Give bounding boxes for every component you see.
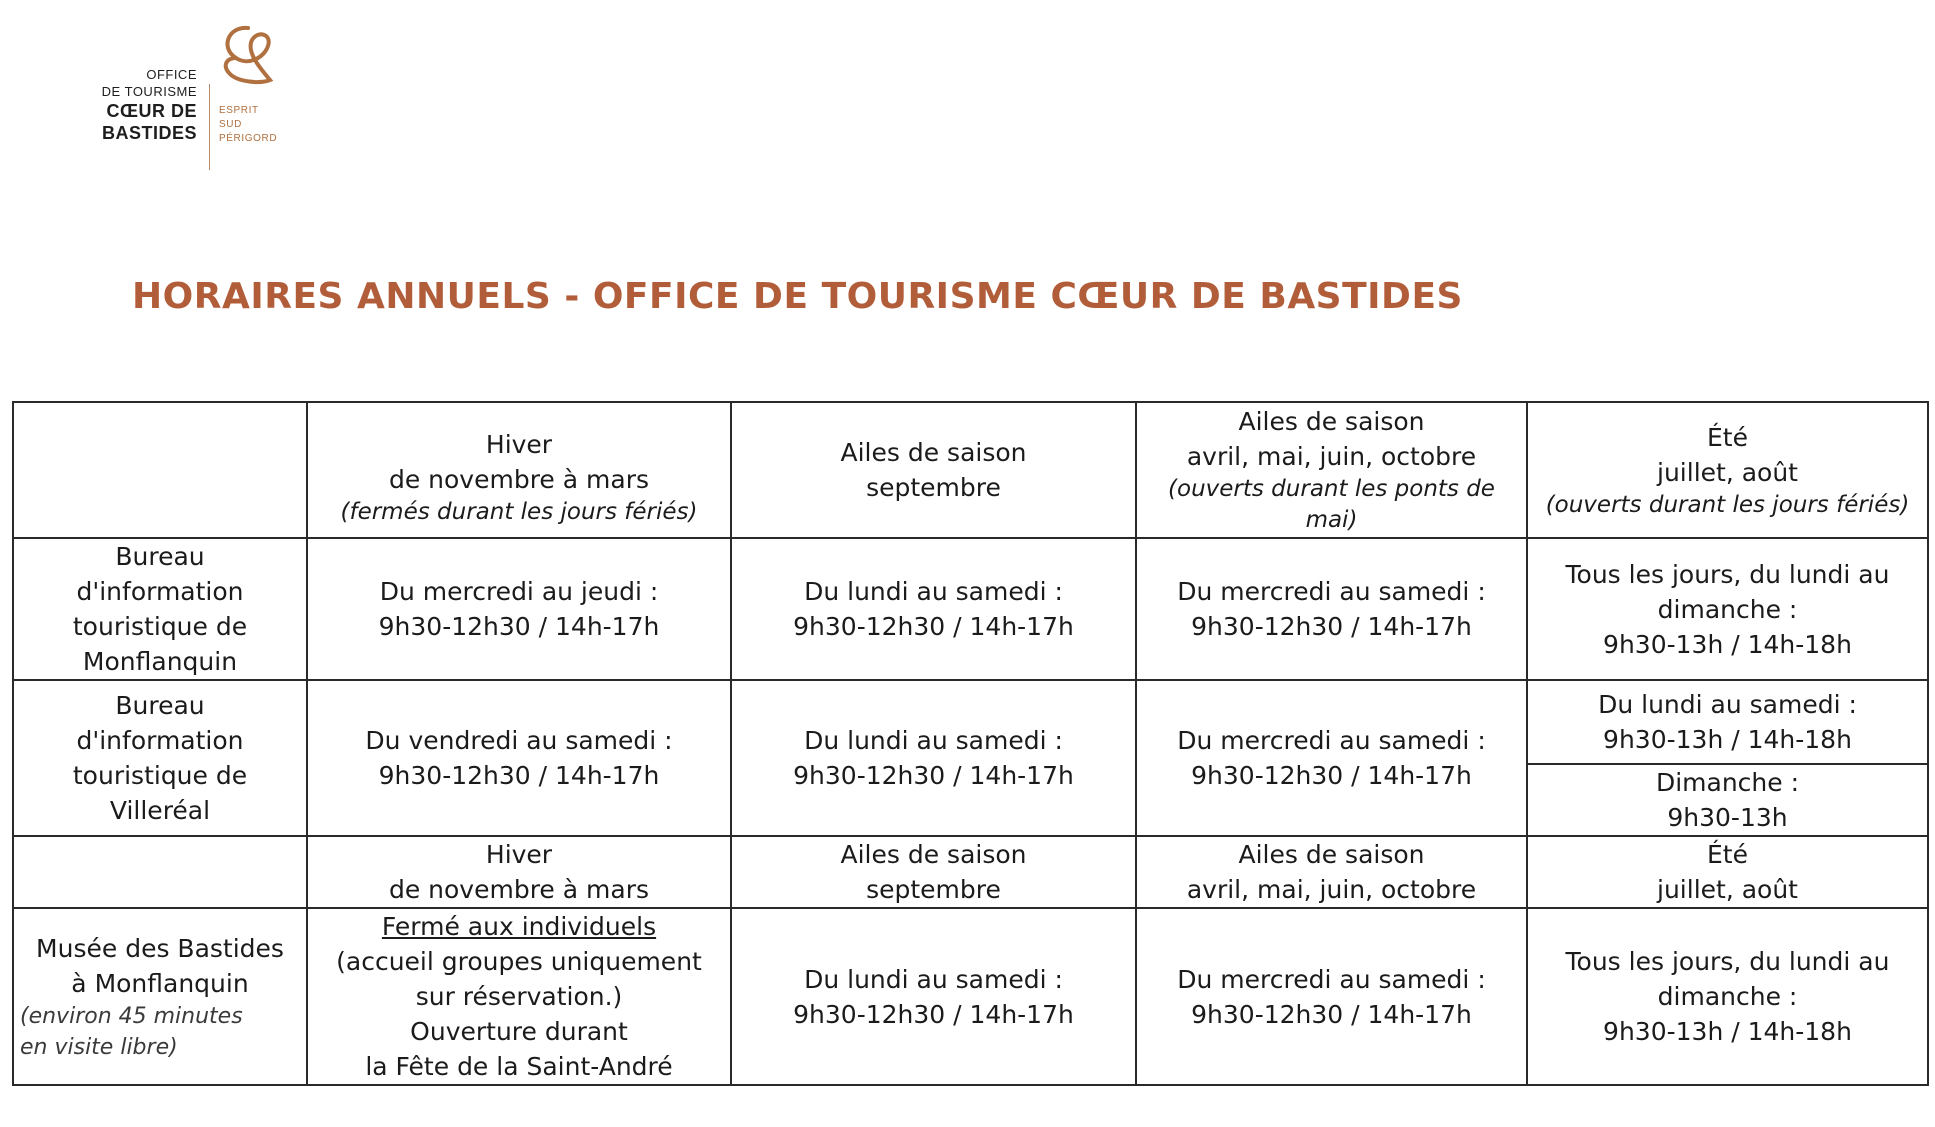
season-name: Ailes de saison: [1238, 407, 1425, 436]
hours-cell: [1527, 538, 1928, 680]
row-label-line: touristique de: [72, 761, 248, 790]
logo-tagline-line: SUD: [219, 119, 242, 130]
hours-days: Tous les jours, du lundi au: [1565, 947, 1890, 976]
row-label-note: en visite libre): [20, 1034, 178, 1060]
season-period: septembre: [866, 875, 1001, 904]
season-note: (ouverts durant les jours fériés): [1545, 491, 1910, 518]
hours-days: Du lundi au samedi :: [1598, 690, 1857, 719]
season-name: Été: [1707, 840, 1748, 869]
winter-note-line: sur réservation.): [415, 982, 623, 1011]
season-period: juillet, août: [1657, 875, 1798, 904]
logo-name-line: CŒUR DE: [106, 101, 197, 121]
hours-cell-summer-weekdays: [1527, 680, 1928, 764]
hours-times: 9h30-12h30 / 14h-17h: [793, 999, 1074, 1029]
season-name: Ailes de saison: [1238, 840, 1425, 869]
season-period: avril, mai, juin, octobre: [1186, 442, 1477, 471]
table-row-monflanquin-office: [13, 538, 1928, 680]
hours-days: Du lundi au samedi :: [804, 964, 1063, 994]
hours-days: dimanche :: [1657, 982, 1798, 1011]
logo-office-line: OFFICE: [146, 67, 197, 82]
season-note: (ouverts durant les ponts de mai): [1168, 476, 1495, 533]
hours-days: Du lundi au samedi :: [804, 726, 1063, 755]
hours-times: 9h30-13h / 14h-18h: [1603, 1017, 1852, 1046]
season-period: de novembre à mars: [388, 464, 650, 494]
row-label-line: Bureau: [115, 691, 205, 720]
hours-times: 9h30-12h30 / 14h-17h: [1191, 612, 1472, 641]
page-title: HORAIRES ANNUELS - OFFICE DE TOURISME CŒUR DE BASTIDES: [132, 276, 1463, 317]
hours-cell: [1527, 908, 1928, 1085]
logo-tagline: [219, 104, 277, 146]
hours-days: Du mercredi au samedi :: [1177, 577, 1486, 606]
logo-tagline-line: PÉRIGORD: [219, 133, 278, 144]
row-label-line: Musée des Bastides: [36, 933, 284, 963]
season-header-september: [731, 402, 1136, 538]
season-header-winter: [307, 402, 731, 538]
season-header-spring-autumn: [1136, 402, 1527, 538]
row-label-line: à Monflanquin: [71, 968, 249, 998]
row-label-museum: [13, 908, 307, 1085]
row-label-line: touristique de: [72, 612, 248, 641]
season-period: avril, mai, juin, octobre: [1186, 875, 1477, 904]
logo-tagline-line: ESPRIT: [219, 105, 259, 116]
season-header-row: [13, 402, 1928, 538]
hours-times: 9h30-12h30 / 14h-17h: [378, 612, 660, 641]
hours-times: 9h30-12h30 / 14h-17h: [793, 612, 1074, 641]
hours-cell: [731, 908, 1136, 1085]
hours-cell: [731, 538, 1136, 680]
hours-days: Dimanche :: [1655, 768, 1800, 797]
empty-corner-cell: [13, 836, 307, 908]
hours-times: 9h30-12h30 / 14h-17h: [378, 761, 660, 790]
season-header-summer: [1527, 836, 1928, 908]
season-note: (fermés durant les jours fériés): [340, 498, 698, 525]
hours-times: 9h30-13h / 14h-18h: [1603, 629, 1852, 659]
season-header-row-museum: [13, 836, 1928, 908]
office-logo: [88, 22, 308, 152]
season-period: juillet, août: [1657, 457, 1798, 487]
season-period: septembre: [866, 473, 1001, 502]
hours-days: Du lundi au samedi :: [804, 577, 1063, 606]
logo-wordmark: [102, 66, 197, 144]
hours-days: Du mercredi au samedi :: [1177, 964, 1486, 994]
row-label-line: Bureau: [115, 542, 205, 571]
hours-cell-museum-winter: [307, 908, 731, 1085]
winter-note-line: la Fête de la Saint-André: [365, 1052, 673, 1081]
season-period: de novembre à mars: [388, 875, 650, 904]
hours-days: Tous les jours, du lundi au: [1565, 559, 1890, 589]
hours-cell: [307, 680, 731, 836]
closed-notice: Fermé aux individuels: [381, 912, 657, 941]
season-name: Été: [1707, 422, 1748, 452]
season-header-spring-autumn: [1136, 836, 1527, 908]
row-label-line: Villeréal: [109, 796, 211, 825]
row-label-line: d'information: [76, 726, 244, 755]
hours-cell: [307, 538, 731, 680]
season-name: Ailes de saison: [840, 840, 1027, 869]
table-row-museum: [13, 908, 1928, 1085]
winter-note-line: Ouverture durant: [410, 1017, 628, 1046]
row-label-line: d'information: [76, 577, 244, 606]
hours-times: 9h30-12h30 / 14h-17h: [1191, 999, 1472, 1029]
season-header-september: [731, 836, 1136, 908]
hours-cell-summer-sunday: [1527, 764, 1928, 836]
logo-office-line: DE TOURISME: [101, 84, 197, 99]
hours-cell: [1136, 538, 1527, 680]
winter-note-line: (accueil groupes uniquement: [336, 947, 702, 976]
season-name: Hiver: [485, 840, 553, 869]
row-label-note: (environ 45 minutes: [20, 1003, 243, 1029]
row-label-line: Monflanquin: [82, 647, 238, 676]
hours-times: 9h30-13h: [1667, 803, 1788, 832]
logo-name-line: BASTIDES: [101, 123, 197, 143]
empty-corner-cell: [13, 402, 307, 538]
hours-times: 9h30-12h30 / 14h-17h: [793, 761, 1074, 790]
hours-days: dimanche :: [1657, 594, 1798, 624]
season-name: Hiver: [485, 429, 553, 459]
hours-days: Du mercredi au jeudi :: [379, 577, 659, 606]
row-label-monflanquin: [13, 538, 307, 680]
heart-swirl-icon: [208, 22, 278, 92]
hours-table: [12, 401, 1929, 1086]
season-name: Ailes de saison: [840, 438, 1027, 467]
season-header-summer: [1527, 402, 1928, 538]
season-header-winter: [307, 836, 731, 908]
hours-cell: [1136, 680, 1527, 836]
hours-times: 9h30-12h30 / 14h-17h: [1191, 761, 1472, 790]
hours-days: Du mercredi au samedi :: [1177, 726, 1486, 755]
hours-times: 9h30-13h / 14h-18h: [1603, 725, 1852, 754]
table-row-villereal-office: [13, 680, 1928, 764]
hours-days: Du vendredi au samedi :: [365, 726, 673, 755]
hours-cell: [1136, 908, 1527, 1085]
hours-cell: [731, 680, 1136, 836]
logo-divider: [209, 84, 210, 170]
row-label-villereal: [13, 680, 307, 836]
